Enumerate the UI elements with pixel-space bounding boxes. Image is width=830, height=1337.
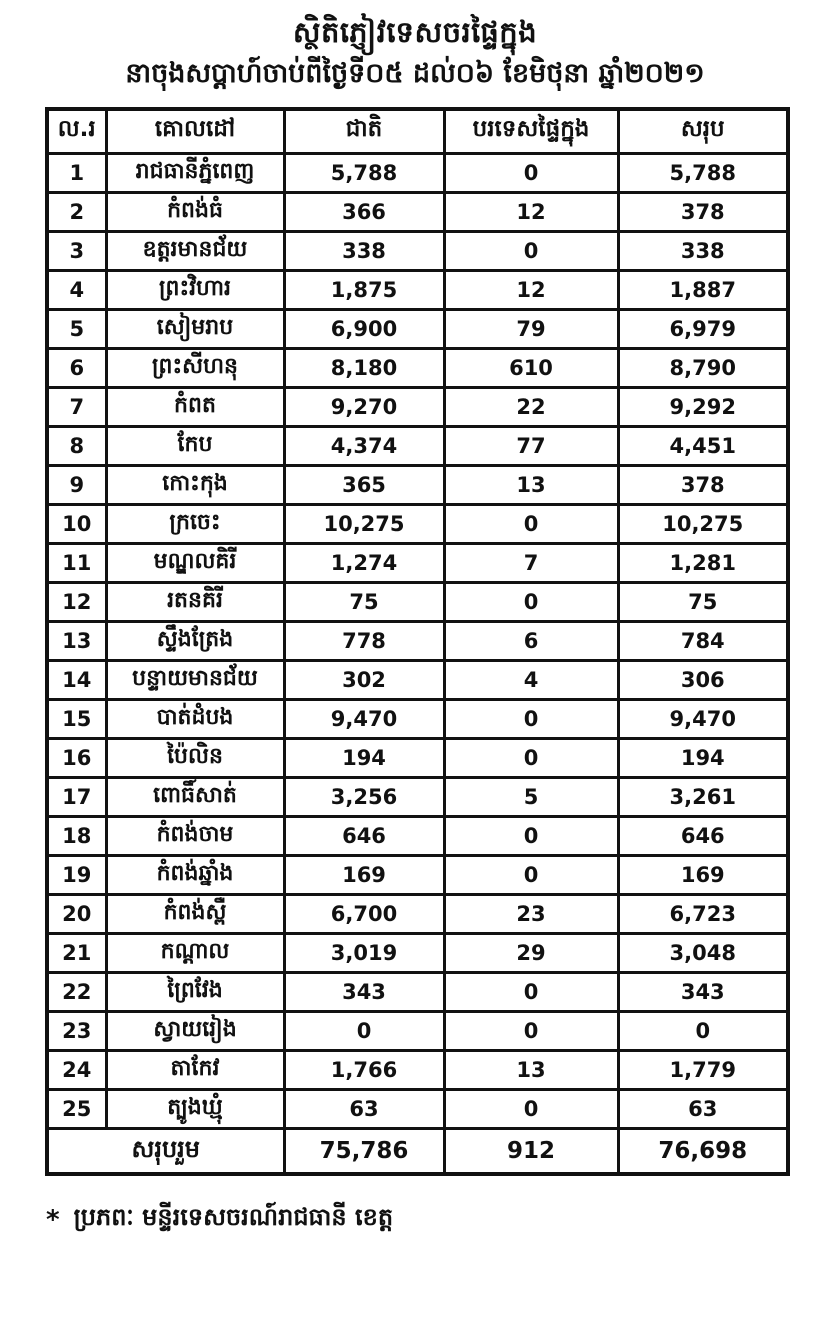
cell-total-count: 63 <box>618 1090 788 1129</box>
cell-row-number: 24 <box>47 1051 106 1090</box>
cell-total-count: 10,275 <box>618 505 788 544</box>
cell-total-count: 169 <box>618 856 788 895</box>
cell-destination: កំពត <box>106 388 284 427</box>
asterisk-marker: * <box>46 1204 60 1235</box>
cell-national-count: 0 <box>284 1012 444 1051</box>
cell-national-count: 9,470 <box>284 700 444 739</box>
cell-national-count: 1,274 <box>284 544 444 583</box>
cell-foreign-count: 7 <box>444 544 618 583</box>
cell-row-number: 13 <box>47 622 106 661</box>
table-row <box>47 622 788 661</box>
cell-foreign-count: 12 <box>444 193 618 232</box>
cell-foreign-count: 0 <box>444 1012 618 1051</box>
cell-total-count: 3,048 <box>618 934 788 973</box>
table-row <box>47 934 788 973</box>
cell-row-number: 7 <box>47 388 106 427</box>
cell-national-count: 3,256 <box>284 778 444 817</box>
table-row <box>47 817 788 856</box>
cell-total-count: 8,790 <box>618 349 788 388</box>
cell-row-number: 8 <box>47 427 106 466</box>
cell-foreign-count: 23 <box>444 895 618 934</box>
cell-destination: សៀមរាប <box>106 310 284 349</box>
cell-destination: ឧត្តរមានជ័យ <box>106 232 284 271</box>
cell-total-count: 1,779 <box>618 1051 788 1090</box>
table-row <box>47 427 788 466</box>
table-row <box>47 778 788 817</box>
cell-national-count: 338 <box>284 232 444 271</box>
cell-destination: កំពង់ឆ្នាំង <box>106 856 284 895</box>
cell-total-count: 194 <box>618 739 788 778</box>
cell-row-number: 2 <box>47 193 106 232</box>
cell-foreign-count: 4 <box>444 661 618 700</box>
total-row-label: សរុបរួម <box>47 1129 284 1175</box>
cell-row-number: 15 <box>47 700 106 739</box>
cell-foreign-count: 0 <box>444 232 618 271</box>
cell-destination: ពោធិ៍សាត់ <box>106 778 284 817</box>
cell-foreign-count: 0 <box>444 856 618 895</box>
cell-destination: កោះកុង <box>106 466 284 505</box>
cell-destination: រតនគិរី <box>106 583 284 622</box>
cell-national-count: 75 <box>284 583 444 622</box>
cell-total-count: 6,723 <box>618 895 788 934</box>
cell-row-number: 22 <box>47 973 106 1012</box>
table-row <box>47 466 788 505</box>
total-national-count: 75,786 <box>284 1129 444 1175</box>
total-overall-count: 76,698 <box>618 1129 788 1175</box>
header-row <box>47 109 788 154</box>
table-row <box>47 505 788 544</box>
header-destination: គោលដៅ <box>106 109 284 154</box>
cell-total-count: 646 <box>618 817 788 856</box>
cell-foreign-count: 0 <box>444 973 618 1012</box>
cell-foreign-count: 13 <box>444 466 618 505</box>
cell-row-number: 11 <box>47 544 106 583</box>
table-row <box>47 349 788 388</box>
cell-row-number: 19 <box>47 856 106 895</box>
cell-row-number: 10 <box>47 505 106 544</box>
cell-row-number: 6 <box>47 349 106 388</box>
cell-row-number: 25 <box>47 1090 106 1129</box>
cell-total-count: 784 <box>618 622 788 661</box>
page-subtitle: នាចុងសប្តាហ៍ចាប់ពីថ្ងៃទី០៥ ដល់០៦ ខែមិថុនា ឆ្នាំ២០២១ <box>125 58 705 89</box>
cell-national-count: 169 <box>284 856 444 895</box>
table-row <box>47 700 788 739</box>
cell-row-number: 18 <box>47 817 106 856</box>
cell-destination: កំពង់ចាម <box>106 817 284 856</box>
table-row <box>47 973 788 1012</box>
cell-destination: ព្រះសីហនុ <box>106 349 284 388</box>
cell-total-count: 343 <box>618 973 788 1012</box>
cell-national-count: 365 <box>284 466 444 505</box>
cell-total-count: 75 <box>618 583 788 622</box>
cell-national-count: 302 <box>284 661 444 700</box>
table-row <box>47 895 788 934</box>
cell-total-count: 9,292 <box>618 388 788 427</box>
cell-foreign-count: 610 <box>444 349 618 388</box>
cell-row-number: 1 <box>47 154 106 193</box>
cell-destination: ក្រចេះ <box>106 505 284 544</box>
cell-row-number: 20 <box>47 895 106 934</box>
cell-total-count: 6,979 <box>618 310 788 349</box>
cell-total-count: 5,788 <box>618 154 788 193</box>
footnote <box>46 1202 830 1237</box>
cell-national-count: 1,766 <box>284 1051 444 1090</box>
cell-destination: តាកែវ <box>106 1051 284 1090</box>
cell-destination: ប៉ៃលិន <box>106 739 284 778</box>
cell-destination: ត្បូងឃ្មុំ <box>106 1090 284 1129</box>
cell-national-count: 194 <box>284 739 444 778</box>
cell-destination: ព្រៃវែង <box>106 973 284 1012</box>
cell-foreign-count: 0 <box>444 1090 618 1129</box>
table-row <box>47 1012 788 1051</box>
cell-national-count: 343 <box>284 973 444 1012</box>
cell-destination: មណ្ឌលគិរី <box>106 544 284 583</box>
table-row <box>47 232 788 271</box>
total-row <box>47 1129 788 1175</box>
cell-foreign-count: 0 <box>444 739 618 778</box>
cell-row-number: 5 <box>47 310 106 349</box>
cell-national-count: 5,788 <box>284 154 444 193</box>
cell-national-count: 8,180 <box>284 349 444 388</box>
table-row <box>47 154 788 193</box>
cell-destination: កណ្តាល <box>106 934 284 973</box>
cell-destination: បន្ទាយមានជ័យ <box>106 661 284 700</box>
cell-destination: ស្ទឹងត្រែង <box>106 622 284 661</box>
cell-national-count: 63 <box>284 1090 444 1129</box>
cell-row-number: 12 <box>47 583 106 622</box>
cell-national-count: 1,875 <box>284 271 444 310</box>
cell-total-count: 338 <box>618 232 788 271</box>
cell-row-number: 3 <box>47 232 106 271</box>
cell-total-count: 3,261 <box>618 778 788 817</box>
cell-national-count: 366 <box>284 193 444 232</box>
cell-national-count: 778 <box>284 622 444 661</box>
cell-foreign-count: 12 <box>444 271 618 310</box>
table-row <box>47 310 788 349</box>
cell-total-count: 0 <box>618 1012 788 1051</box>
table-body <box>47 154 788 1129</box>
header-domestic-foreign: បរទេសផ្ទៃក្នុង <box>444 109 618 154</box>
footnote-text: ប្រភពៈ មន្ទីរទេសចរណ៍រាជធានី ខេត្ត <box>73 1203 394 1231</box>
page-title: ស្ថិតិភ្ញៀវទេសចរផ្ទៃក្នុង <box>292 15 538 49</box>
cell-foreign-count: 29 <box>444 934 618 973</box>
table-row <box>47 739 788 778</box>
domestic-tourist-statistics-table <box>45 107 790 1176</box>
cell-row-number: 17 <box>47 778 106 817</box>
table-row <box>47 661 788 700</box>
cell-destination: ព្រះវិហារ <box>106 271 284 310</box>
cell-row-number: 16 <box>47 739 106 778</box>
cell-national-count: 646 <box>284 817 444 856</box>
table-row <box>47 583 788 622</box>
cell-foreign-count: 13 <box>444 1051 618 1090</box>
cell-destination: បាត់ដំបង <box>106 700 284 739</box>
cell-row-number: 21 <box>47 934 106 973</box>
cell-foreign-count: 6 <box>444 622 618 661</box>
table-row <box>47 388 788 427</box>
table-row <box>47 271 788 310</box>
cell-foreign-count: 5 <box>444 778 618 817</box>
cell-row-number: 14 <box>47 661 106 700</box>
table-row <box>47 1090 788 1129</box>
header-national: ជាតិ <box>284 109 444 154</box>
table-row <box>47 1051 788 1090</box>
cell-foreign-count: 0 <box>444 700 618 739</box>
cell-national-count: 4,374 <box>284 427 444 466</box>
cell-destination: កំពង់ស្ពឺ <box>106 895 284 934</box>
cell-destination: ស្វាយរៀង <box>106 1012 284 1051</box>
cell-national-count: 9,270 <box>284 388 444 427</box>
cell-row-number: 23 <box>47 1012 106 1051</box>
cell-total-count: 9,470 <box>618 700 788 739</box>
cell-total-count: 378 <box>618 193 788 232</box>
table-row <box>47 856 788 895</box>
cell-national-count: 10,275 <box>284 505 444 544</box>
cell-total-count: 306 <box>618 661 788 700</box>
cell-foreign-count: 79 <box>444 310 618 349</box>
cell-foreign-count: 22 <box>444 388 618 427</box>
cell-national-count: 3,019 <box>284 934 444 973</box>
total-foreign-count: 912 <box>444 1129 618 1175</box>
cell-destination: កំពង់ធំ <box>106 193 284 232</box>
cell-foreign-count: 0 <box>444 154 618 193</box>
cell-foreign-count: 0 <box>444 583 618 622</box>
cell-destination: កែប <box>106 427 284 466</box>
cell-total-count: 4,451 <box>618 427 788 466</box>
cell-row-number: 9 <box>47 466 106 505</box>
table-row <box>47 544 788 583</box>
cell-destination: រាជធានីភ្នំពេញ <box>106 154 284 193</box>
header-total: សរុប <box>618 109 788 154</box>
cell-total-count: 1,887 <box>618 271 788 310</box>
table-row <box>47 193 788 232</box>
cell-national-count: 6,700 <box>284 895 444 934</box>
cell-total-count: 1,281 <box>618 544 788 583</box>
cell-total-count: 378 <box>618 466 788 505</box>
cell-foreign-count: 0 <box>444 817 618 856</box>
cell-row-number: 4 <box>47 271 106 310</box>
header-row-number: ល.រ <box>47 109 106 154</box>
cell-foreign-count: 77 <box>444 427 618 466</box>
cell-national-count: 6,900 <box>284 310 444 349</box>
cell-foreign-count: 0 <box>444 505 618 544</box>
